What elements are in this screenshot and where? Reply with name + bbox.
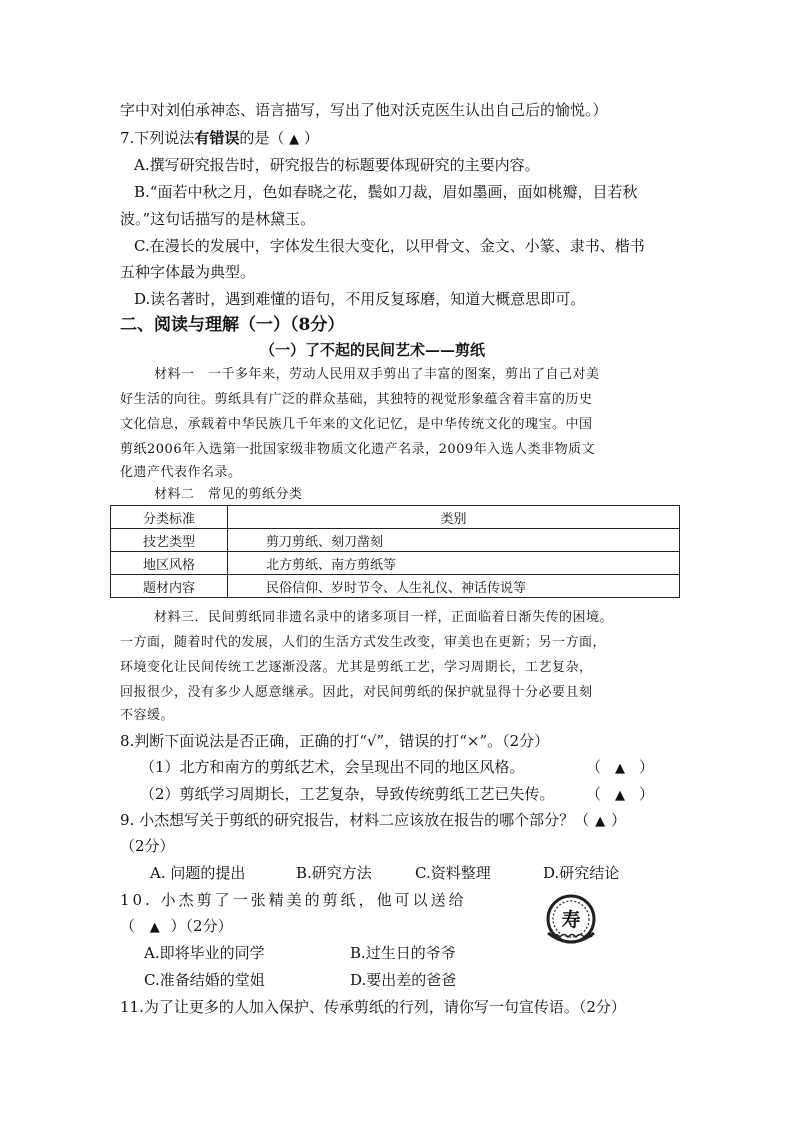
q8-item-2-answer	[586, 784, 654, 806]
q7-option-b-line2: 波。”这句话描写的是林黛玉。	[120, 210, 316, 228]
q10-option-b: B.过生日的爷爷	[350, 944, 456, 962]
q8-item-1: （1）北方和南方的剪纸艺术，会呈现出不同的地区风格。	[140, 758, 525, 776]
q8-item-2: （2）剪纸学习周期长，工艺复杂，导致传统剪纸工艺已失传。	[140, 785, 555, 803]
paren-close: ）	[639, 758, 655, 776]
q9-option-d: D.研究结论	[543, 864, 620, 882]
table-cell: 题材内容	[111, 575, 228, 598]
q7-text-d: ）	[299, 129, 319, 147]
table-header-row	[111, 506, 680, 529]
question-11-stem: 11.为了让更多的人加入保护、传承剪纸的行列，请你写一句宣传语。（2分）	[120, 998, 626, 1016]
paren-open: （	[586, 758, 602, 776]
material-1-line5: 化遗产代表作名录。	[120, 465, 242, 480]
q7-emphasis: 有错误	[194, 129, 240, 147]
paper-cut-image	[538, 893, 604, 945]
q10-paren-close: ）（2分）	[165, 917, 233, 935]
q9-text: 9. 小杰想写关于剪纸的研究报告，材料二应该放在报告的哪个部分？（	[120, 811, 590, 829]
seal-glyph: 寿	[561, 909, 581, 931]
table-cell: 地区风格	[111, 552, 228, 575]
q10-option-c: C.准备结婚的堂姐	[144, 971, 265, 989]
material-1-line4: 剪纸2006年入选第一批国家级非物质文化遗产名录，2009年入选人类非物质文	[120, 442, 596, 457]
material-3-line1: 材料三．民间剪纸同非遗名录中的诸多项目一样，正面临着日渐失传的困境。	[154, 610, 614, 625]
answer-blank-triangle: ▲	[289, 132, 300, 147]
paren-open: （	[586, 785, 602, 803]
table-header-cell: 类别	[228, 506, 680, 529]
answer-blank-triangle: ▲	[595, 814, 606, 829]
q7-text-c: 的是（	[239, 129, 290, 147]
question-8-stem: 8.判断下面说法是否正确，正确的打“√”，错误的打“×”。（2分）	[120, 732, 550, 750]
question-9-stem	[120, 810, 626, 832]
paren-close: ）	[639, 785, 655, 803]
q9-option-c: C.资料整理	[415, 864, 491, 882]
table-cell: 北方剪纸、南方剪纸等	[228, 552, 680, 575]
q7-option-b-line1: B.“面若中秋之月，色如春晓之花，鬓如刀裁，眉如墨画，面如桃瓣，目若秋	[134, 183, 638, 201]
material-1-line3: 文化信息，承载着中华民族几千年来的文化记忆，是中华传统文化的瑰宝。中国	[120, 417, 593, 432]
question-10-stem: 10. 小杰剪了一张精美的剪纸，他可以送给	[120, 891, 467, 909]
table-header-cell: 分类标准	[111, 506, 228, 529]
continuation-line: 字中对刘伯承神态、语言描写，写出了他对沃克医生认出自己后的愉悦。）	[120, 101, 608, 119]
answer-blank-triangle: ▲	[615, 788, 626, 803]
table-cell: 技艺类型	[111, 529, 228, 552]
q9-option-a: A. 问题的提出	[150, 864, 246, 882]
material-3-line2: 一方面，随着时代的发展，人们的生活方式发生改变，审美也在更新；另一方面，	[120, 635, 607, 650]
material-3-line3: 环境变化让民间传统工艺逐渐没落。尤其是剪纸工艺，学习周期长，工艺复杂，	[120, 660, 593, 675]
q10-option-d: D.要出差的爸爸	[350, 971, 457, 989]
q10-option-a: A.即将毕业的同学	[144, 944, 265, 962]
q10-paren-open: （	[120, 917, 140, 935]
material-1-line1: 材料一 一千多年来，劳动人民用双手剪出了丰富的图案，剪出了自己对美	[154, 367, 600, 382]
answer-blank-triangle: ▲	[615, 761, 626, 776]
table-row	[111, 552, 680, 575]
material-3-line4: 回报很少，没有多少人愿意继承。因此，对民间剪纸的保护就显得十分必要且刻	[120, 685, 593, 700]
q7-option-c-line1: C.在漫长的发展中，字体发生很大变化，以甲骨文、金文、小篆、隶书、楷书	[134, 237, 645, 255]
table-row	[111, 529, 680, 552]
material-2-caption: 材料二 常见的剪纸分类	[154, 487, 303, 502]
question-7-stem	[120, 128, 319, 150]
passage-title: （一）了不起的民间艺术——剪纸	[260, 341, 486, 359]
material-3-line5: 不容缓。	[120, 708, 175, 723]
paren-close: ）	[611, 811, 627, 829]
q7-option-a: A.撰写研究报告时，研究报告的标题要体现研究的主要内容。	[134, 156, 540, 174]
classification-table	[110, 505, 680, 598]
q9-option-b: B.研究方法	[296, 864, 372, 882]
q8-item-1-answer	[586, 757, 654, 779]
table-row	[111, 575, 680, 598]
q7-text-a: 7.下列说法	[120, 129, 195, 147]
material-1-line2: 好生活的向往。剪纸具有广泛的群众基础，其独特的视觉形象蕴含着丰富的历史	[120, 392, 593, 407]
section-heading: 二、阅读与理解（一）（8分）	[120, 315, 345, 335]
q7-option-c-line2: 五种字体最为典型。	[120, 263, 256, 281]
q7-option-d: D.读名著时，遇到难懂的语句，不用反复琢磨，知道大概意思即可。	[134, 290, 586, 308]
q9-score: （2分）	[120, 837, 175, 855]
table-cell: 民俗信仰、岁时节令、人生礼仪、神话传说等	[228, 575, 680, 598]
table-cell: 剪刀剪纸、刻刀凿刻	[228, 529, 680, 552]
question-10-blank	[120, 916, 233, 938]
answer-blank-triangle: ▲	[149, 920, 160, 935]
